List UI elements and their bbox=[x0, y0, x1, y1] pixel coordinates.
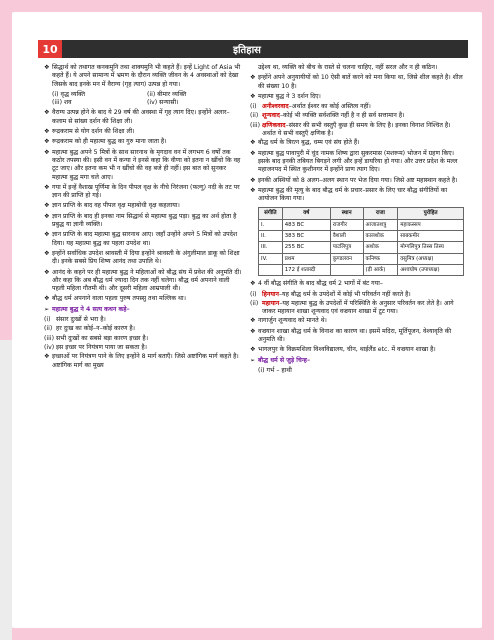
list-item: ❖ महात्मा बुद्ध ने 3 दर्शन दिए। bbox=[250, 92, 321, 100]
table-header: पुरोहित bbox=[398, 208, 464, 219]
list-item: ❖ बौद्ध धर्म के त्रिरत्न बुद्ध, धम्म एवं संघ होते हैं। bbox=[250, 139, 360, 147]
list-item: ❖ इच्छाओं पर नियंत्रण पाने के लिए इन्होंने 8 मार्ग बताएँ। जिसे अष्टांगिक मार्ग कहते है। अष्टांगिक मार्ग का मुख्य bbox=[44, 353, 239, 369]
list-item: (ii) शून्यवाद–कोई भी व्यक्ति सर्वशक्ति नहीं है न ही सर्व सत्तामान है। bbox=[250, 112, 405, 120]
page-title: इतिहास bbox=[233, 45, 261, 56]
list-item: ❖ 4 वीं बौद्ध संगीति के बाद बौद्ध धर्म 2 भागों में बंट गया– bbox=[250, 280, 383, 288]
list-item: ❖ वज्रयान शाखा बौद्ध धर्म के विनाश का कारण था। इसमें मदिरा, मूर्तिपूजन, वेश्यावृति की अनुमति थी। bbox=[250, 327, 452, 344]
list-item: ❖ इन्होंने अपने अनुयायीयों को 10 ऐसी बातें करने को मना किया था, जिसे शील कहते है। शील की संख्या 10 है। bbox=[250, 74, 463, 90]
list-item: ❖ सिद्धार्थ को तथागत कनकमुनि तथा शाक्यमुनि भी कहते हैं। इन्हें Light of Asia भी कहते हैं। ये अपने सामान्य में भ्रमण के दौरान व्यक्ति जीवन के 4 अवस्थाओं को देखा जिसके बाद इनके मन में वैराग्य (गृह त्याग) उत्पन्न हो गया। bbox=[44, 64, 241, 88]
table-header: संगीति bbox=[259, 208, 283, 219]
list-item: ❖ वैराग्य उत्पन्न होने के बाद ये 29 वर्ष की अवस्था में गृह त्याग दिए। इन्होंने अलार–कलाम से सांख्य दर्शन की शिक्षा ली। bbox=[44, 109, 230, 125]
list-item: (iv) इस इच्छा पर नियंत्रण पाया जा सकता है। bbox=[44, 343, 147, 351]
section-heading: ➢ बौद्ध धर्म से जुड़े चिन्ह– bbox=[250, 356, 311, 364]
list-item: (ii) महायान–यह महात्मा बुद्ध के उपदेशों में परिस्थिति के अनुसार परिवर्तन कर लेते है। आगे जाकर महायान शाखा शून्यवाद एवं वज्रयान शाखा में टूट गया। bbox=[250, 299, 454, 316]
table-row: 172 ई शताब्दी (ड़ी आर्क) अश्वघोष (उपाध्यक्ष) bbox=[259, 264, 464, 275]
list-item: (i) गर्भ – हाथी bbox=[258, 366, 292, 374]
list-item: ❖ नागार्जुन शून्यवाद को मानते थे। bbox=[250, 317, 327, 325]
section-heading: ➢ महात्मा बुद्ध ने 4 सत्य कथन कहे– bbox=[44, 305, 130, 313]
table-header: वर्ष bbox=[282, 208, 330, 219]
options-grid: (i) वृद्ध व्यक्ति (ii) बीमार व्यक्ति (iii) शव (iv) सन्यासी। bbox=[52, 90, 187, 107]
list-item: ❖ महात्मा बुद्ध अपने 5 मित्रों के साथ सारनाथ के मृगदाव वन में लगभग 6 वर्षों तक कठोर तपस्या की। इसी वन में कन्या ने इनसे कहा कि वीणा को इतना न खींचो कि वह टूट जाए। और इतना कम भी न खींचो की वह बजे ही नहीं। इस बात को सुनकर महात्मा बुद्ध मगा चले आए। bbox=[44, 148, 241, 181]
list-item: (i) अनीश्वरवाद–अर्थात ईश्वर का कोई अस्तित्व नहीं। bbox=[250, 103, 371, 111]
list-item: (iii) क्षणिकवाद–संसार की सभी वस्तुएँ कुछ ही समय के लिए है। इनका विनाश निश्चित है। अर्थात ये सभी वस्तुएँ क्षणिक है। bbox=[250, 121, 451, 138]
list-item: (i) संसार दुःखों से भरा है। bbox=[44, 316, 106, 324]
list-item: ❖ आनंद के कहने पर ही महात्मा बुद्ध ने महिलाओं को बौद्ध संघ में प्रवेश की अनुमति दी। और कहा कि अब बौद्ध धर्म ज्यादा दिन तक नहीं चलेगा। बौद्ध धर्म अपनाने वाली पहली महिला गौतमी थी। और दूसरी महिला आम्रपाली थी। bbox=[44, 268, 242, 293]
table-row: III. 255 BC पाटलिपुत्र अशोक मोग्गलिपुत्र तिस्स तिस्य bbox=[259, 242, 464, 253]
list-item: ❖ ज्ञान प्राप्ति के बाद महात्मा बुद्ध सारनाथ आए। जहाँ उन्होंने अपने 5 मित्रों को उपदेश दिया। यह महात्मा बुद्ध का पहला उपदेश था। bbox=[44, 231, 238, 247]
list-item: ❖ महात्मा बुद्ध पावापुरी में चुंद नामक शिष्य द्वारा सुकरमास (मशरूम) भोजन में ग्रहण किए। इसके बाद इनकी तबियत बिगड़ने लगी और इन्हें डायरिया हो गया। और उत्तर प्रदेश के मल्ल महाजनपद में स्थित कुशीनगर में इन्होंने प्राण त्याग दिए। bbox=[250, 149, 458, 174]
table-row: IV. प्रथम कुण्डलवन कनिष्क वसुमित्र (अध्यक्ष) bbox=[259, 253, 464, 264]
list-item: ❖ ज्ञान प्राप्ति के बाद वह पीपल वृक्ष महाबोधी वृक्ष कहलाया। bbox=[44, 202, 180, 210]
table-header: स्थान bbox=[330, 208, 363, 219]
table-row: II. 383 BC वैशाली कालशोक साबकमीर bbox=[259, 231, 464, 242]
list-item: ❖ इनकी अस्थियों को 8 अलग–अलग स्थान पर भेज दिया गया। जिसे अष्ट महास्थान कहते है। bbox=[250, 176, 458, 184]
list-item: ❖ महात्मा बुद्ध की मृत्यु के बाद बौद्ध धर्म के प्रचार–प्रसार के लिए चार बौद्ध संगीतियों का आयोजन किया गया। bbox=[250, 186, 448, 203]
page-number: 10 bbox=[38, 40, 62, 58]
table-header: राजा bbox=[363, 208, 398, 219]
list-item: (i) हिनयान–यह बौद्ध धर्म के उपदेशों में कोई भी परिवर्तन नहीं करते है। bbox=[250, 290, 411, 298]
list-item: (ii) हर दुःख का कोई–न–कोई कारण है। bbox=[44, 325, 135, 333]
list-item: ❖ रूद्रकराम को ही महात्मा बुद्ध का गुरु माना जाता है। bbox=[44, 138, 167, 146]
table-row: I. 483 BC राजगीर आजातशत्रु महाकस्सप bbox=[259, 219, 464, 230]
list-item: ❖ गया में इन्हें वैशाख पूर्णिमा के दिन पीपल वृक्ष के नीचे निरंजना (फल्गु) नदी के तट पर ज्ञान की प्राप्ति हो गई। bbox=[44, 183, 240, 200]
list-item: ❖ बौद्ध धर्म अपनाने वाला पहला पुरुष तपस्सु तथा मल्लिक था। bbox=[44, 295, 186, 303]
paragraph: उद्देश्य था, व्यक्ति को बीच के रास्ते से चलना चाहिए, नहीं सरल और न ही कठिन। bbox=[258, 64, 438, 71]
right-column bbox=[250, 64, 464, 377]
list-item: (iii) सभी दुःखों का सबसे बड़ा कारण इच्छा है। bbox=[44, 334, 149, 342]
council-table bbox=[258, 207, 464, 276]
left-column bbox=[44, 64, 242, 372]
list-item: ❖ इन्होंने सर्वाधिक उपदेश श्रावस्ती में दिया इन्होंने श्रावस्ती के अंगुलीमाल डाकू को शिक्षा दी। इनके सबसे प्रिय शिष्य आनंद तथा उपालि थे। bbox=[44, 249, 240, 266]
list-item: ❖ भागलपुर के विक्रमशिला विश्वविद्यालय, चीन, थाईलैंड etc. में वज्रयान शाखा है। bbox=[250, 346, 436, 354]
list-item: ❖ ज्ञान प्राप्ति के बाद ही इनका नाम सिद्धार्थ से महात्मा बुद्ध पड़ा। बुद्ध का अर्थ होता है प्रबुद्ध या ज्ञानी व्यक्ति। bbox=[44, 212, 237, 229]
list-item: ❖ रूद्रकराम से योग दर्शन की शिक्षा ली। bbox=[44, 128, 135, 136]
page-edge-strip bbox=[0, 340, 12, 640]
